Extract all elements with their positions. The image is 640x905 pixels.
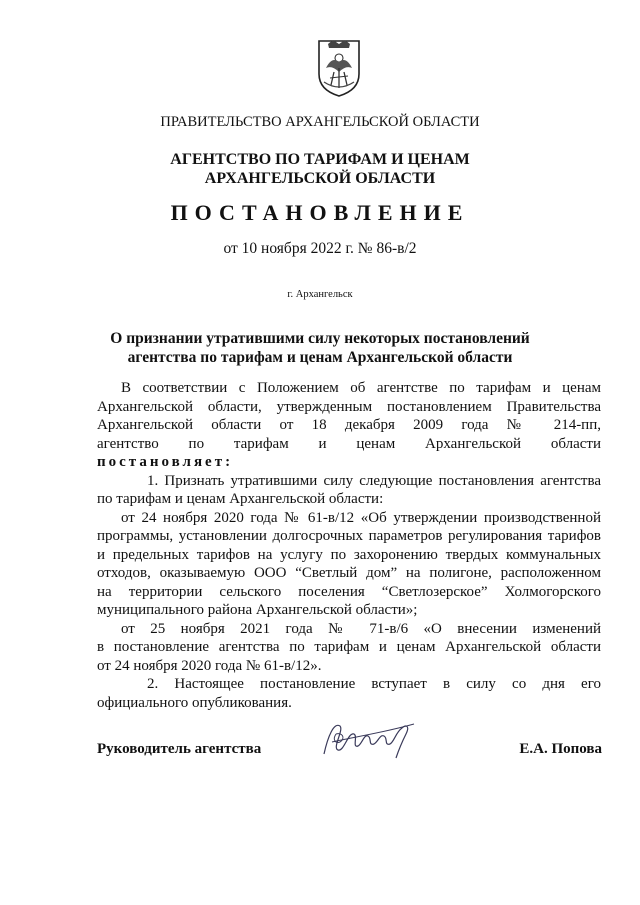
subject-line-2: агентства по тарифам и ценам Архангельской области [127, 349, 513, 366]
agency-name [0, 150, 640, 188]
subitem-2-line: от 24 ноября 2020 года № 61-в/12». [97, 657, 322, 674]
item-2-line: официального опубликования. [97, 694, 292, 711]
signer-title: Руководитель агентства [97, 741, 262, 757]
agency-name-line-1: АГЕНТСТВО ПО ТАРИФАМ И ЦЕНАМ [170, 151, 470, 168]
agency-name-line-2: АРХАНГЕЛЬСКОЙ ОБЛАСТИ [204, 170, 436, 187]
subitem-1-line: отходов, оказываемую ООО “Светлый дом” на полигоне, расположенном [97, 565, 601, 581]
preamble-line: агентство по тарифам и ценам Архангельской области [97, 435, 601, 452]
document-number: от 10 ноября 2022 г. № 86-в/2 [223, 240, 417, 257]
subitem-1-line: программы, установлении долгосрочных параметров регулирования тарифов [97, 528, 601, 544]
subitem-1-line: и предельных тарифов на услугу по захоронению твердых коммунальных [97, 546, 601, 563]
government-name: ПРАВИТЕЛЬСТВО АРХАНГЕЛЬСКОЙ ОБЛАСТИ [160, 114, 480, 130]
preamble-line: Архангельской области, утвержденным постановлением Правительства [97, 398, 601, 415]
subject-line-1: О признании утратившими силу некоторых постановлений [110, 330, 530, 347]
subitem-1-line: на территории сельского поселения “Светлозерское” Холмогорского [97, 583, 601, 600]
document-type: ПОСТАНОВЛЕНИЕ [170, 200, 470, 225]
subitem-2-line: в постановление агентства по тарифам и ценам Архангельской области [97, 639, 601, 655]
item-2-line: 2. Настоящее постановление вступает в силу со дня его [147, 676, 601, 692]
subitem-2-line: от 25 ноября 2021 года № 71-в/6 «О внесении изменений [121, 620, 601, 637]
subitem-1-line: от 24 ноября 2020 года № 61-в/12 «Об утверждении производственной [121, 509, 601, 526]
item-1-line: по тарифам и ценам Архангельской области: [97, 491, 384, 507]
preamble-line: Архангельской области от 18 декабря 2009 года № 214-пп, [97, 417, 601, 433]
document-subject [0, 329, 640, 367]
resolves-word: постановляет: [97, 454, 234, 470]
subitem-1-line: муниципального района Архангельской области»; [97, 602, 418, 618]
handwritten-signature-icon [318, 714, 422, 762]
document-city: г. Архангельск [287, 289, 353, 300]
preamble-line: В соответствии с Положением об агентстве по тарифам и ценам [121, 380, 601, 396]
arkhangelsk-coat-of-arms-icon [316, 38, 362, 98]
item-1-line: 1. Признать утратившими силу следующие постановления агентства [147, 472, 601, 489]
signer-name: Е.А. Попова [519, 741, 602, 757]
document-body [97, 379, 601, 712]
